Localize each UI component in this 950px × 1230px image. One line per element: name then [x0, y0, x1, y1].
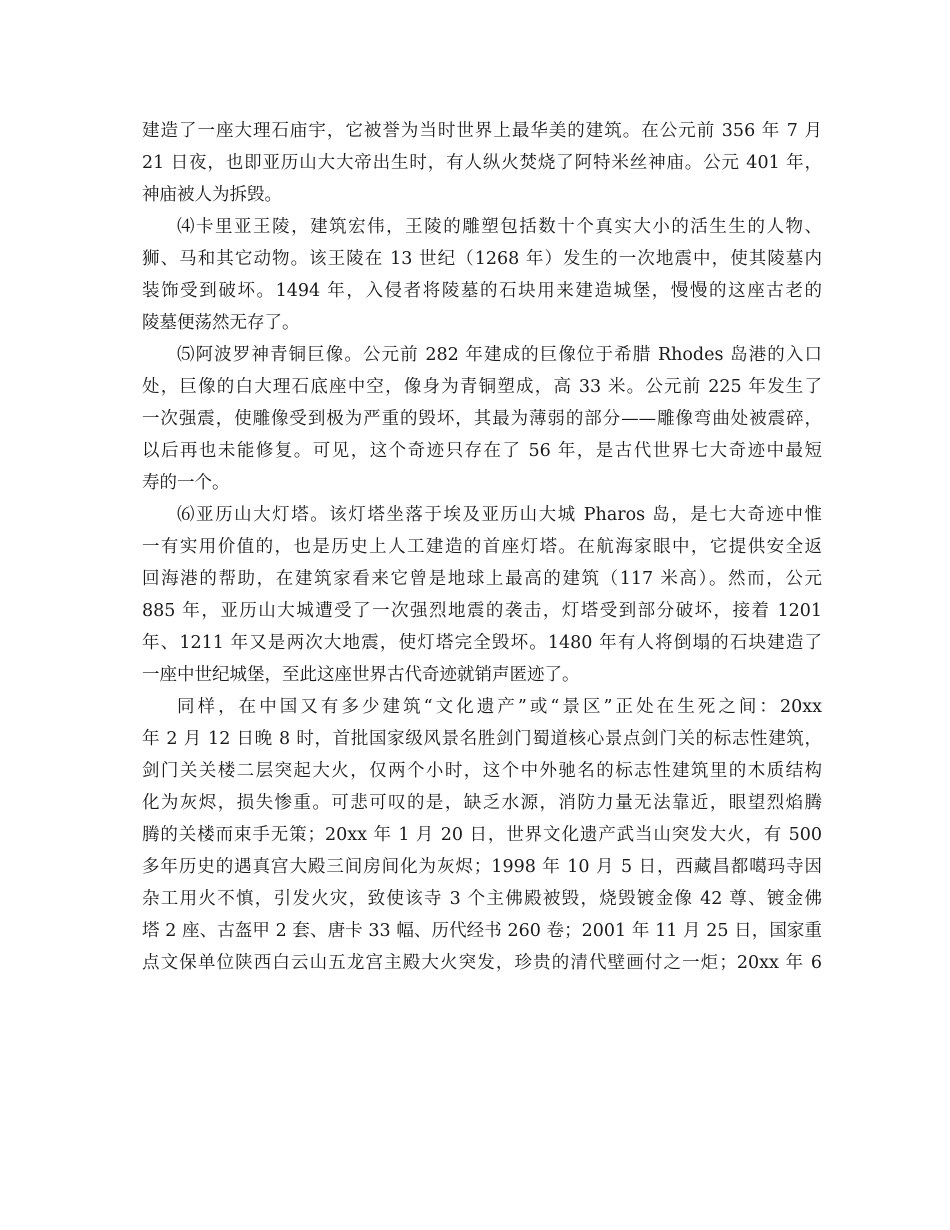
- text-line: 21 日夜，也即亚历山大大帝出生时，有人纵火焚烧了阿特米丝神庙。公元 401 年，: [142, 153, 822, 173]
- text-line: 年 2 月 12 日晚 8 时，首批国家级风景名胜剑门蜀道核心景点剑门关的标志性建筑，: [142, 729, 822, 749]
- paragraph-china-heritage-fires: [142, 691, 822, 979]
- text-line: 化为灰烬，损失惨重。可悲可叹的是，缺乏水源，消防力量无法靠近，眼望烈焰腾: [142, 793, 822, 813]
- text-line: ⑸阿波罗神青铜巨像。公元前 282 年建成的巨像位于希腊 Rhodes 岛港的入口: [177, 345, 822, 365]
- paragraph-artemis-temple: [142, 115, 822, 211]
- text-line: 处，巨像的白大理石底座中空，像身为青铜塑成，高 33 米。公元前 225 年发生了: [142, 377, 822, 397]
- text-line: 一座中世纪城堡，至此这座世界古代奇迹就销声匿迹了。: [142, 665, 580, 685]
- text-line: 建造了一座大理石庙宇，它被誉为当时世界上最华美的建筑。在公元前 356 年 7 月: [142, 121, 822, 141]
- text-line: 杂工用火不慎，引发火灾，致使该寺 3 个主佛殿被毁，烧毁镀金像 42 尊、镀金佛: [142, 889, 822, 909]
- text-line: ⑹亚历山大灯塔。该灯塔坐落于埃及亚历山大城 Pharos 岛，是七大奇迹中惟: [177, 505, 822, 525]
- text-line: 同样，在中国又有多少建筑“文化遗产”或“景区”正处在生死之间：20xx: [177, 697, 822, 717]
- paragraph-colossus: [142, 339, 822, 499]
- text-line: 神庙被人为拆毁。: [142, 185, 282, 205]
- text-line: 885 年，亚历山大城遭受了一次强烈地震的袭击，灯塔受到部分破坏，接着 1201: [142, 601, 822, 621]
- text-line: 回海港的帮助，在建筑家看来它曾是地球上最高的建筑（117 米高）。然而，公元: [142, 569, 822, 589]
- body-text: [142, 115, 822, 979]
- text-line: 寿的一个。: [142, 473, 230, 493]
- text-line: 陵墓便荡然无存了。: [142, 313, 300, 333]
- text-line: 剑门关关楼二层突起大火，仅两个小时，这个中外驰名的标志性建筑里的木质结构: [142, 761, 822, 781]
- text-line: 塔 2 座、古盔甲 2 套、唐卡 33 幅、历代经书 260 卷；2001 年 11 月 25 日，国家重: [142, 921, 822, 941]
- text-line: 装饰受到破坏。1494 年，入侵者将陵墓的石块用来建造城堡，慢慢的这座古老的: [142, 281, 822, 301]
- text-line: 腾的关楼而束手无策；20xx 年 1 月 20 日，世界文化遗产武当山突发大火，有 500: [142, 825, 822, 845]
- text-line: 狮、马和其它动物。该王陵在 13 世纪（1268 年）发生的一次地震中，使其陵墓内: [142, 249, 822, 269]
- paragraph-lighthouse: [142, 499, 822, 691]
- text-line: ⑷卡里亚王陵，建筑宏伟，王陵的雕塑包括数十个真实大小的活生生的人物、: [177, 217, 822, 237]
- text-line: 点文保单位陕西白云山五龙宫主殿大火突发，珍贵的清代壁画付之一炬；20xx 年 6: [142, 953, 822, 973]
- text-line: 一次强震，使雕像受到极为严重的毁坏，其最为薄弱的部分——雕像弯曲处被震碎，: [142, 409, 822, 429]
- paragraph-mausoleum: [142, 211, 822, 339]
- text-line: 一有实用价值的，也是历史上人工建造的首座灯塔。在航海家眼中，它提供安全返: [142, 537, 822, 557]
- text-line: 以后再也未能修复。可见，这个奇迹只存在了 56 年，是古代世界七大奇迹中最短: [142, 441, 822, 461]
- text-line: 多年历史的遇真宫大殿三间房间化为灰烬；1998 年 10 月 5 日，西藏昌都噶玛寺因: [142, 857, 822, 877]
- text-line: 年、1211 年又是两次大地震，使灯塔完全毁坏。1480 年有人将倒塌的石块建造了: [142, 633, 822, 653]
